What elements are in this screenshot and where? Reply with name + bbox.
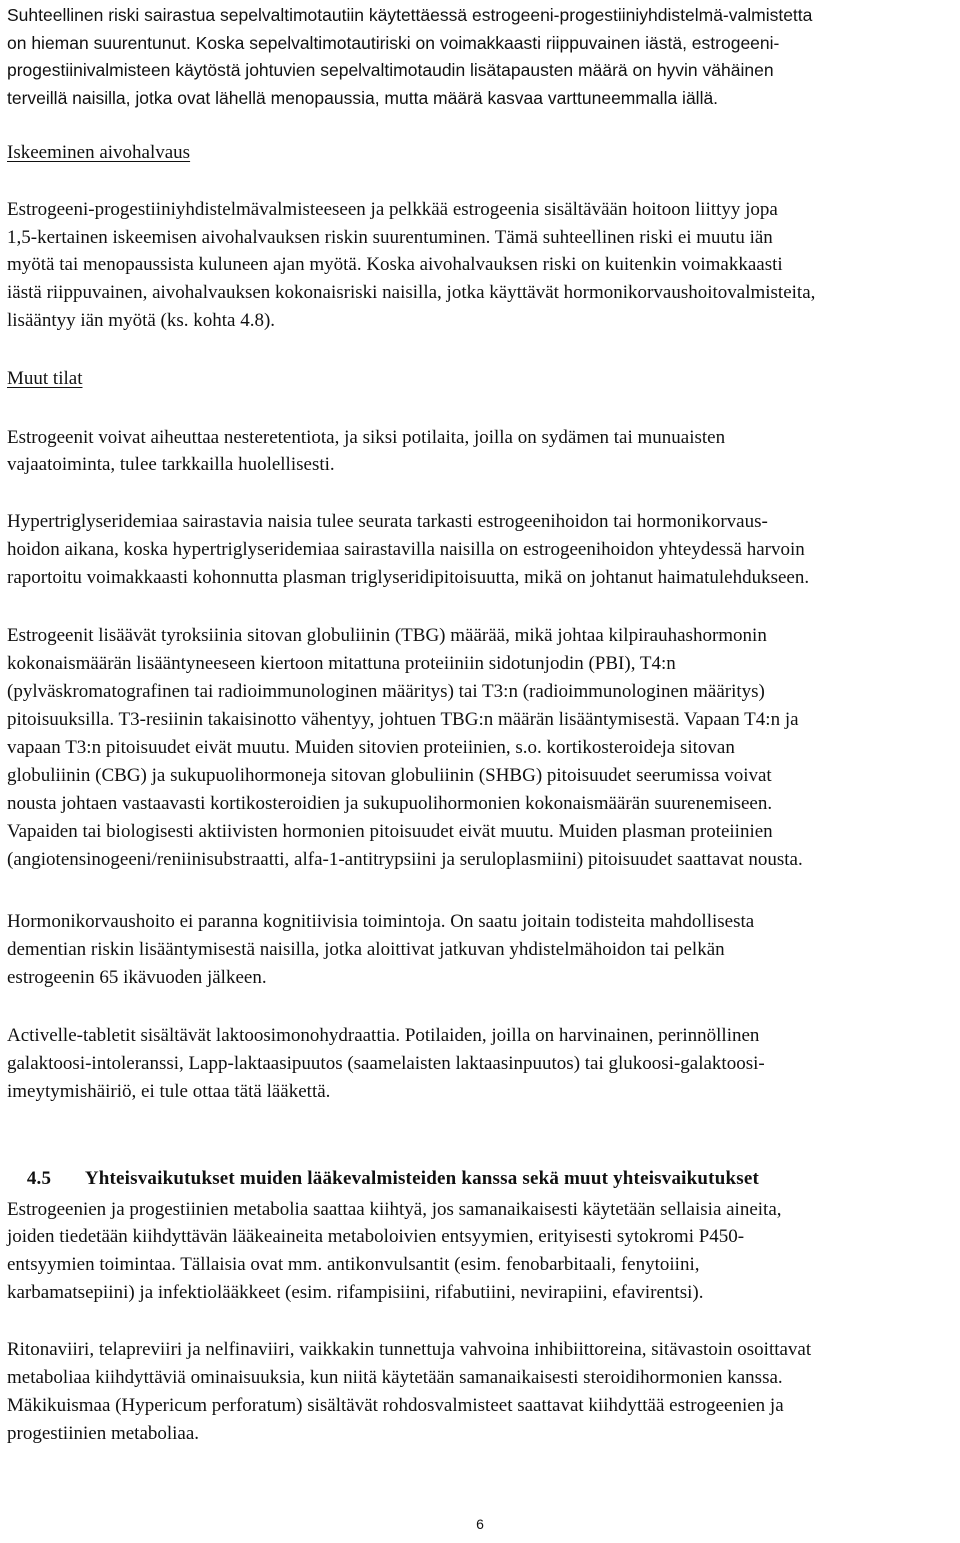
text-line: imeytymishäiriö, ei tule ottaa tätä lääkettä. xyxy=(7,1081,331,1102)
text-line: (pylväskromatografinen tai radioimmunologinen määritys) tai T3:n (radioimmunologinen määritys) xyxy=(7,681,765,702)
text-line: metaboliaa kiihdyttäviä ominaisuuksia, kun niitä käytetään samanaikaisesti steroidihormonien kanssa. xyxy=(7,1367,783,1388)
text-line: on hieman suurentunut. Koska sepelvaltimotautiriski on voimakkaasti riippuvainen iästä, estrogeeni- xyxy=(7,33,780,53)
text-line: myötä tai menopaussista kuluneen ajan myötä. Koska aivohalvauksen riski on kuitenkin voimakkaasti xyxy=(7,254,783,275)
text-line: hoidon aikana, koska hypertriglyseridemiaa sairastavilla naisilla on estrogeenihoidon yhteydessä harvoin xyxy=(7,539,805,560)
subheading-other-conditions: Muut tilat xyxy=(7,368,83,389)
text-line: dementian riskin lisääntymisestä naisilla, jotka aloittivat jatkuvan yhdistelmähoidon tai pelkän xyxy=(7,939,725,960)
text-line: globuliinin (CBG) ja sukupuolihormoneja sitovan globuliinin (SHBG) pitoisuudet seerumissa voivat xyxy=(7,765,772,786)
text-line: progestiinien metaboliaa. xyxy=(7,1423,200,1444)
text-line: pitoisuuksilla. T3-resiinin takaisinotto vähentyy, johtuen TBG:n määrän lisääntymisestä. Vapaan T4:n ja xyxy=(7,709,799,730)
text-line: Hormonikorvaushoito ei paranna kognitiivisia toimintoja. On saatu joitain todisteita mahdollisesta xyxy=(7,911,755,932)
section-title: Yhteisvaikutukset muiden lääkevalmisteiden kanssa sekä muut yhteisvaikutukset xyxy=(84,1167,759,1189)
text-line: karbamatsepiini) ja infektiolääkkeet (esim. rifampisiini, rifabutiini, nevirapiini, efavirentsi). xyxy=(7,1282,704,1303)
text-line: 1,5-kertainen iskeemisen aivohalvauksen riskin suurentuminen. Tämä suhteellinen riski ei muutu iän xyxy=(7,227,773,248)
text-line: progestiinivalmisteen käytöstä johtuvien sepelvaltimotaudin lisätapausten määrä on hyvin vähäinen xyxy=(7,60,774,80)
text-line: kokonaismäärän lisääntyneeseen kiertoon mitattuna proteiiniin sidotunjodin (PBI), T4:n xyxy=(7,653,676,674)
text-line: terveillä naisilla, jotka ovat lähellä menopaussia, mutta määrä kasvaa varttuneemmalla iällä. xyxy=(7,88,719,108)
text-line: vapaan T3:n pitoisuudet eivät muutu. Muiden sitovien proteiinien, s.o. kortikosteroideja sitovan xyxy=(7,737,735,758)
text-line: galaktoosi-intoleranssi, Lapp-laktaasipuutos (saamelaisten laktaasinpuutos) tai glukoosi-galaktoosi- xyxy=(7,1053,765,1074)
text-line: estrogeenin 65 ikävuoden jälkeen. xyxy=(7,967,267,988)
text-line: Estrogeeni-progestiiniyhdistelmävalmisteeseen ja pelkkää estrogeenia sisältävään hoitoon liittyy jopa xyxy=(7,199,778,220)
text-line: joiden tiedetään kiihdyttävän lääkeaineita metaboloivien entsyymien, erityisesti sytokromi P450- xyxy=(7,1226,745,1247)
text-line: nousta johtaen vastaavasti kortikosteroidien ja sukupuolihormonien kokonaismäärän suurenemiseen. xyxy=(7,793,773,814)
text-line: Estrogeenien ja progestiinien metabolia saattaa kiihtyä, jos samanaikaisesti käytetään sellaisia aineita, xyxy=(7,1199,782,1220)
text-line: Activelle-tabletit sisältävät laktoosimonohydraattia. Potilaiden, joilla on harvinainen, perinnöllinen xyxy=(7,1025,760,1046)
text-line: lisääntyy iän myötä (ks. kohta 4.8). xyxy=(7,310,276,331)
subheading-ischemic-stroke: Iskeeminen aivohalvaus xyxy=(7,142,191,163)
text-line: (angiotensinogeeni/reniinisubstraatti, alfa-1-antitrypsiini ja seruloplasmiini) pitoisuudet saattavat nousta. xyxy=(7,849,803,870)
text-line: entsyymien toimintaa. Tällaisia ovat mm. antikonvulsantit (esim. fenobarbitaali, fenytoiini, xyxy=(7,1254,700,1275)
text-line: Vapaiden tai biologisesti aktiivisten hormonien pitoisuudet eivät muutu. Muiden plasman proteiinien xyxy=(7,821,773,842)
text-line: Ritonaviiri, telapreviiri ja nelfinaviiri, vaikkakin tunnettuja vahvoina inhibiittoreina, sitävastoin osoittavat xyxy=(7,1339,812,1360)
text-line: raportoitu voimakkaasti kohonnutta plasman triglyseridipitoisuutta, mikä on johtanut haimatulehdukseen. xyxy=(7,567,810,588)
text-line: Estrogeenit voivat aiheuttaa nesteretentiota, ja siksi potilaita, joilla on sydämen tai munuaisten xyxy=(7,427,726,448)
text-line: Mäkikuismaa (Hypericum perforatum) sisältävät rohdosvalmisteet saattavat kiihdyttää estrogeenien ja xyxy=(7,1395,784,1416)
text-line: Estrogeenit lisäävät tyroksiinia sitovan globuliinin (TBG) määrää, mikä johtaa kilpirauhashormonin xyxy=(7,625,767,646)
page-number: 6 xyxy=(476,1516,484,1532)
text-line: vajaatoiminta, tulee tarkkailla huolellisesti. xyxy=(7,454,335,475)
text-line: iästä riippuvainen, aivohalvauksen kokonaisriski naisilla, jotka käyttävät hormonikorvaushoitovalmisteita, xyxy=(7,282,816,303)
text-line: Suhteellinen riski sairastua sepelvaltimotautiin käytettäessä estrogeeni-progestiiniyhdistelmä-valmistetta xyxy=(7,5,813,25)
section-number: 4.5 xyxy=(26,1167,52,1189)
text-line: Hypertriglyseridemiaa sairastavia naisia tulee seurata tarkasti estrogeenihoidon tai hormonikorvaus- xyxy=(7,511,768,532)
